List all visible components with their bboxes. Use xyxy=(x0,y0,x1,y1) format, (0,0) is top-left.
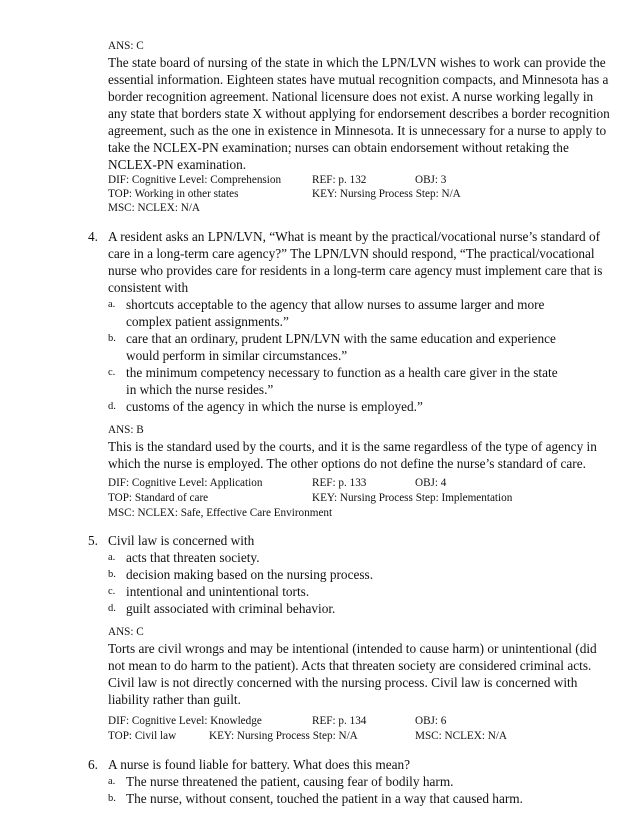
rationale-line: not mean to do harm to the patient). Acts that threaten society are considered criminal acts. xyxy=(108,658,592,673)
option-text: in which the nurse resides.” xyxy=(126,382,274,397)
difficulty: DIF: Cognitive Level: Knowledge xyxy=(108,715,262,727)
stem-line: A resident asks an LPN/LVN, “What is meant by the practical/vocational nurse’s standard of xyxy=(108,229,601,244)
q3-answer: ANS: C xyxy=(108,40,144,52)
option-text: The nurse threatened the patient, causing fear of bodily harm. xyxy=(126,774,454,789)
question-number: 4. xyxy=(88,229,98,244)
option-letter: a. xyxy=(108,552,116,563)
difficulty: DIF: Cognitive Level: Application xyxy=(108,477,263,489)
topic: TOP: Civil law xyxy=(108,730,177,742)
stem-line: nurse who provides care for residents in a long-term care agency must implement care that is xyxy=(108,263,603,278)
objective: OBJ: 3 xyxy=(415,174,447,186)
option-text: complex patient assignments.” xyxy=(126,314,289,329)
rationale-line: border recognition agreement. National licensure does not exist. A nurse working legally in xyxy=(108,89,594,104)
q5-stem: Civil law is concerned with xyxy=(108,533,255,548)
rationale-line: NCLEX-PN examination. xyxy=(108,157,247,172)
option-letter: a. xyxy=(108,776,116,787)
msc: MSC: NCLEX: N/A xyxy=(108,202,200,214)
q5-answer: ANS: C xyxy=(108,626,144,638)
stem-line: care in a long-term care agency?” The LPN/LVN should respond, “The practical/vocational xyxy=(108,246,595,261)
option-letter: c. xyxy=(108,367,116,378)
msc: MSC: NCLEX: Safe, Effective Care Environment xyxy=(108,507,333,519)
option-text: guilt associated with criminal behavior. xyxy=(126,601,336,616)
objective: OBJ: 6 xyxy=(415,715,447,727)
reference: REF: p. 133 xyxy=(312,477,367,489)
topic: TOP: Standard of care xyxy=(108,492,209,504)
q6-stem: A nurse is found liable for battery. What does this mean? xyxy=(108,757,411,772)
option-text: The nurse, without consent, touched the patient in a way that caused harm. xyxy=(126,791,523,806)
option-text: shortcuts acceptable to the agency that allow nurses to assume larger and more xyxy=(126,297,545,312)
option-text: care that an ordinary, prudent LPN/LVN with the same education and experience xyxy=(126,331,556,346)
option-text: intentional and unintentional torts. xyxy=(126,584,310,599)
option-letter: d. xyxy=(108,401,116,412)
option-text: acts that threaten society. xyxy=(126,550,260,565)
stem-line: consistent with xyxy=(108,280,189,295)
option-letter: b. xyxy=(108,569,116,580)
rationale-line: take the NCLEX-PN examination; nurses can obtain endorsement without retaking the xyxy=(108,140,569,155)
key: KEY: Nursing Process Step: Implementation xyxy=(312,492,513,504)
msc: MSC: NCLEX: N/A xyxy=(415,730,507,742)
rationale-line: essential information. Eighteen states have mutual recognition compacts, and Minnesota has a xyxy=(108,72,609,87)
option-letter: b. xyxy=(108,793,116,804)
option-text: would perform in similar circumstances.” xyxy=(126,348,348,363)
option-text: decision making based on the nursing process. xyxy=(126,567,374,582)
option-text: customs of the agency in which the nurse is employed.” xyxy=(126,399,423,414)
question-number: 5. xyxy=(88,533,98,548)
reference: REF: p. 132 xyxy=(312,174,367,186)
rationale-line: liability rather than guilt. xyxy=(108,692,241,707)
rationale-line: which the nurse is employed. The other options do not define the nurse’s standard of care. xyxy=(108,456,586,471)
key: KEY: Nursing Process Step: N/A xyxy=(312,188,461,200)
objective: OBJ: 4 xyxy=(415,477,447,489)
option-text: the minimum competency necessary to function as a health care giver in the state xyxy=(126,365,558,380)
rationale-line: This is the standard used by the courts, and it is the same regardless of the type of agency in xyxy=(108,439,597,454)
option-letter: d. xyxy=(108,603,116,614)
rationale-line: Torts are civil wrongs and may be intentional (intended to cause harm) or unintentional (did xyxy=(108,641,597,656)
topic: TOP: Working in other states xyxy=(108,188,239,200)
reference: REF: p. 134 xyxy=(312,715,367,727)
option-letter: c. xyxy=(108,586,116,597)
difficulty: DIF: Cognitive Level: Comprehension xyxy=(108,174,282,186)
rationale-line: any state that borders state X without applying for endorsement describes a border recognition xyxy=(108,106,610,121)
key: KEY: Nursing Process Step: N/A xyxy=(209,730,358,742)
question-number: 6. xyxy=(88,757,98,772)
rationale-line: The state board of nursing of the state in which the LPN/LVN wishes to work can provide the xyxy=(108,55,606,70)
option-letter: b. xyxy=(108,333,116,344)
rationale-line: agreement, such as the one in existence in Minnesota. It is unnecessary for a nurse to apply to xyxy=(108,123,607,138)
rationale-line: Civil law is not directly concerned with the nursing process. Civil law is concerned with xyxy=(108,675,578,690)
q4-answer: ANS: B xyxy=(108,424,144,436)
option-letter: a. xyxy=(108,299,116,310)
